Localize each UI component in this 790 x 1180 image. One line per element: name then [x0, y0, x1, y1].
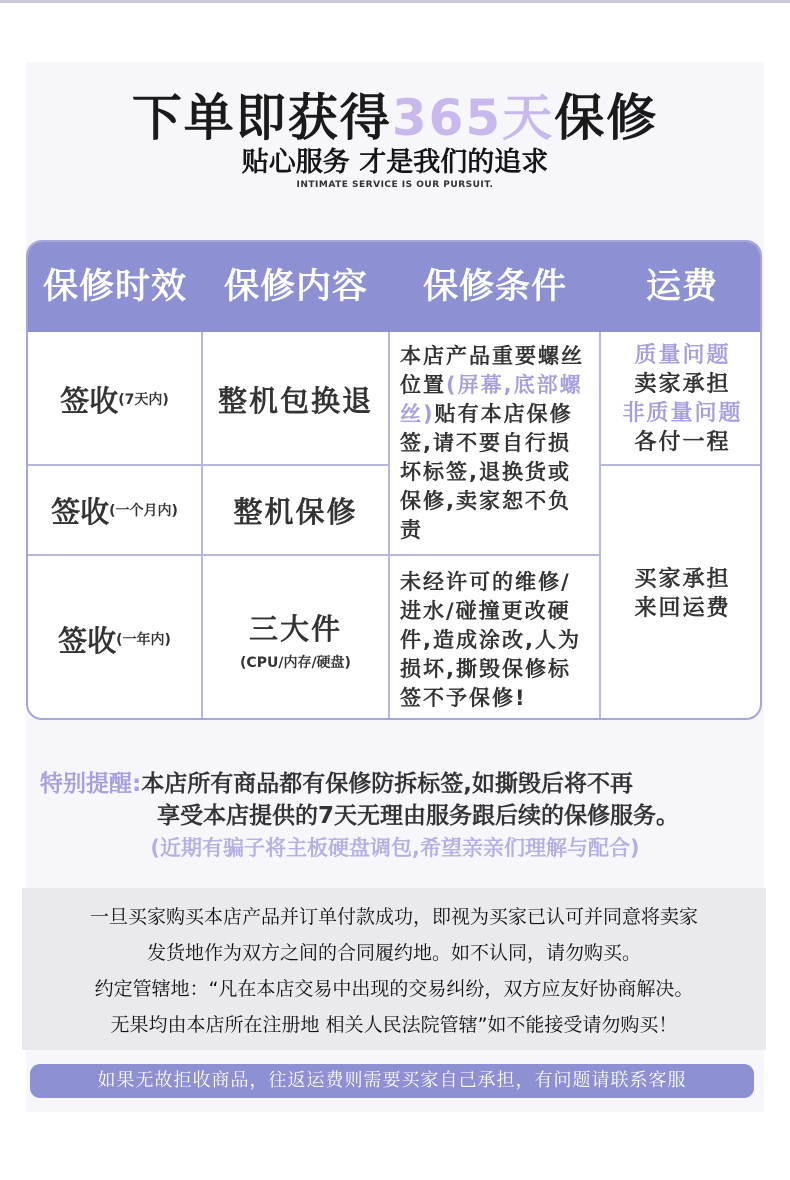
legal-line: 约定管辖地：“凡在本店交易中出现的交易纠纷，双方应友好协商解决。	[94, 978, 694, 1000]
content-label: 三大件	[248, 611, 342, 646]
column-header-condition: 保修条件	[422, 267, 567, 307]
sign-label: 签收	[51, 494, 110, 529]
period-label: (一个月内)	[109, 503, 178, 519]
grid-line	[388, 554, 600, 556]
quality-issue-label: 质量问题	[634, 343, 731, 368]
nonquality-issue-bearer: 各付一程	[634, 430, 731, 455]
headline-suffix: 保修	[554, 89, 659, 147]
column-header-period: 保修时效	[42, 267, 187, 307]
table-cell-condition	[400, 342, 590, 545]
headline-prefix: 下单即获得	[131, 89, 392, 147]
sign-label: 签收	[60, 383, 119, 418]
table-cell-period	[28, 556, 201, 720]
period-label: (7天内)	[118, 392, 169, 408]
nonquality-issue-label: 非质量问题	[622, 401, 743, 426]
condition-text: 本店产品重要螺丝位置	[400, 344, 584, 397]
reminder-note: (近期有骗子将主板硬盘调包,希望亲亲们理解与配合)	[150, 836, 640, 860]
special-reminder	[40, 768, 770, 832]
top-divider	[0, 0, 790, 3]
shipping-line: 买家承担	[634, 567, 731, 592]
headline-highlight: 365天	[391, 89, 555, 147]
table-cell-period	[28, 466, 201, 554]
legal-line: 一旦买家购买本店产品并订单付款成功，即视为买家已认可并同意将卖家	[89, 906, 698, 928]
table-cell-condition: 未经许可的维修/进水/碰撞更改硬件,造成涂改,人为损坏,撕毁保修标签不予保修!	[400, 570, 581, 710]
reminder-line: 本店所有商品都有保修防拆标签,如撕毁后将不再	[141, 771, 633, 797]
table-cell-content: 整机包换退	[217, 383, 373, 418]
warranty-table	[26, 240, 762, 720]
column-header-content: 保修内容	[223, 267, 368, 307]
period-label: (一年内)	[116, 632, 171, 648]
sign-label: 签收	[58, 623, 117, 658]
condition-text: 贴有本店保修签,请不要自行损坏标签,退换货或保修,卖家恕不负责	[400, 402, 573, 542]
content-sublabel: (CPU/内存/硬盘)	[240, 654, 351, 671]
legal-line: 无果均由本店所在注册地 相关人民法院管辖”如不能接受请勿购买！	[110, 1014, 678, 1036]
table-cell-period	[28, 334, 201, 464]
english-tagline: INTIMATE SERVICE IS OUR PURSUIT.	[296, 180, 494, 190]
legal-notice	[22, 888, 766, 1050]
contact-banner: 如果无故拒收商品，往返运费则需要买家自己承担，有问题请联系客服	[30, 1064, 754, 1098]
table-cell-shipping	[601, 466, 762, 720]
reminder-line: 享受本店提供的7天无理由服务跟后续的保修服务。	[157, 803, 680, 829]
condition-highlight: (屏幕,底部螺丝)	[400, 373, 583, 426]
shipping-line: 来回运费	[634, 596, 731, 621]
page-subheading: 贴心服务 才是我们的追求	[241, 147, 549, 178]
reminder-label: 特别提醒:	[40, 771, 142, 797]
table-cell-content	[203, 556, 388, 720]
legal-line: 发货地作为双方之间的合同履约地。如不认同，请勿购买。	[146, 942, 641, 964]
table-header	[28, 242, 762, 332]
grid-line	[388, 332, 390, 720]
quality-issue-bearer: 卖家承担	[634, 372, 731, 397]
table-cell-shipping	[601, 334, 762, 464]
table-cell-content: 整机保修	[233, 494, 358, 529]
column-header-shipping: 运费	[645, 267, 718, 307]
